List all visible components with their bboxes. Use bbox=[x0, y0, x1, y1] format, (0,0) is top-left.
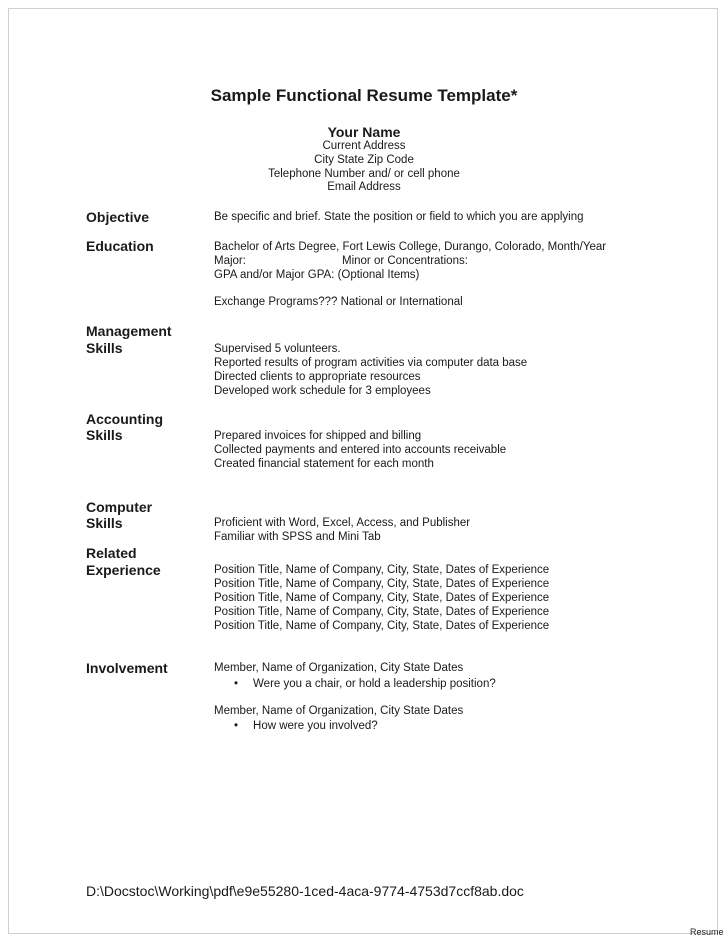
experience-line: Position Title, Name of Company, City, State, Dates of Experience bbox=[214, 564, 550, 576]
accounting-line: Prepared invoices for shipped and billing bbox=[214, 430, 422, 442]
section-heading-education: Education bbox=[86, 238, 154, 254]
experience-line: Position Title, Name of Company, City, State, Dates of Experience bbox=[214, 578, 550, 590]
management-line: Supervised 5 volunteers. bbox=[214, 343, 341, 355]
experience-line: Position Title, Name of Company, City, State, Dates of Experience bbox=[214, 620, 550, 632]
accounting-line: Collected payments and entered into accounts receivable bbox=[214, 444, 507, 456]
experience-line: Position Title, Name of Company, City, State, Dates of Experience bbox=[214, 606, 550, 618]
involvement-bullet-item bbox=[234, 678, 496, 692]
bullet-dot: • bbox=[234, 720, 239, 732]
computer-line: Familiar with SPSS and Mini Tab bbox=[214, 531, 381, 543]
bullet-text: Were you a chair, or hold a leadership position? bbox=[253, 678, 496, 690]
objective-text: Be specific and brief. State the position or field to which you are applying bbox=[214, 211, 584, 223]
section-heading-experience: Experience bbox=[86, 562, 161, 578]
current-address: Current Address bbox=[322, 140, 406, 152]
email-address: Email Address bbox=[327, 181, 401, 193]
section-heading-involvement: Involvement bbox=[86, 660, 168, 676]
bullet-dot: • bbox=[234, 678, 239, 690]
telephone: Telephone Number and/ or cell phone bbox=[268, 168, 460, 180]
document-title: Sample Functional Resume Template* bbox=[210, 86, 518, 105]
city-state-zip: City State Zip Code bbox=[314, 154, 414, 166]
section-heading-accounting-skills: Skills bbox=[86, 427, 123, 443]
section-heading-computer: Computer bbox=[86, 499, 153, 515]
education-exchange: Exchange Programs??? National or International bbox=[214, 296, 463, 308]
corner-label: Resume bbox=[690, 927, 724, 937]
involvement-bullet-item bbox=[234, 720, 378, 734]
your-name: Your Name bbox=[327, 124, 401, 140]
section-heading-computer-skills: Skills bbox=[86, 515, 123, 531]
computer-line: Proficient with Word, Excel, Access, and Publisher bbox=[214, 517, 471, 529]
section-heading-management-skills: Skills bbox=[86, 340, 123, 356]
management-line: Reported results of program activities via computer data base bbox=[214, 357, 528, 369]
involvement-line: Member, Name of Organization, City State Dates bbox=[214, 705, 464, 717]
involvement-line: Member, Name of Organization, City State Dates bbox=[214, 662, 464, 674]
education-gpa: GPA and/or Major GPA: (Optional Items) bbox=[214, 269, 420, 281]
education-major: Major: bbox=[214, 255, 246, 267]
education-minor: Minor or Concentrations: bbox=[342, 255, 468, 267]
management-line: Developed work schedule for 3 employees bbox=[214, 385, 431, 397]
accounting-line: Created financial statement for each month bbox=[214, 458, 434, 470]
bullet-text: How were you involved? bbox=[253, 720, 378, 732]
management-line: Directed clients to appropriate resources bbox=[214, 371, 421, 383]
section-heading-objective: Objective bbox=[86, 209, 150, 225]
footer-file-path: D:\Docstoc\Working\pdf\e9e55280-1ced-4aca-9774-4753d7ccf8ab.doc bbox=[86, 883, 524, 899]
section-heading-accounting: Accounting bbox=[86, 411, 163, 427]
section-heading-management: Management bbox=[86, 323, 172, 339]
section-heading-related: Related bbox=[86, 545, 137, 561]
experience-line: Position Title, Name of Company, City, State, Dates of Experience bbox=[214, 592, 550, 604]
education-line: Bachelor of Arts Degree, Fort Lewis College, Durango, Colorado, Month/Year bbox=[214, 241, 607, 253]
